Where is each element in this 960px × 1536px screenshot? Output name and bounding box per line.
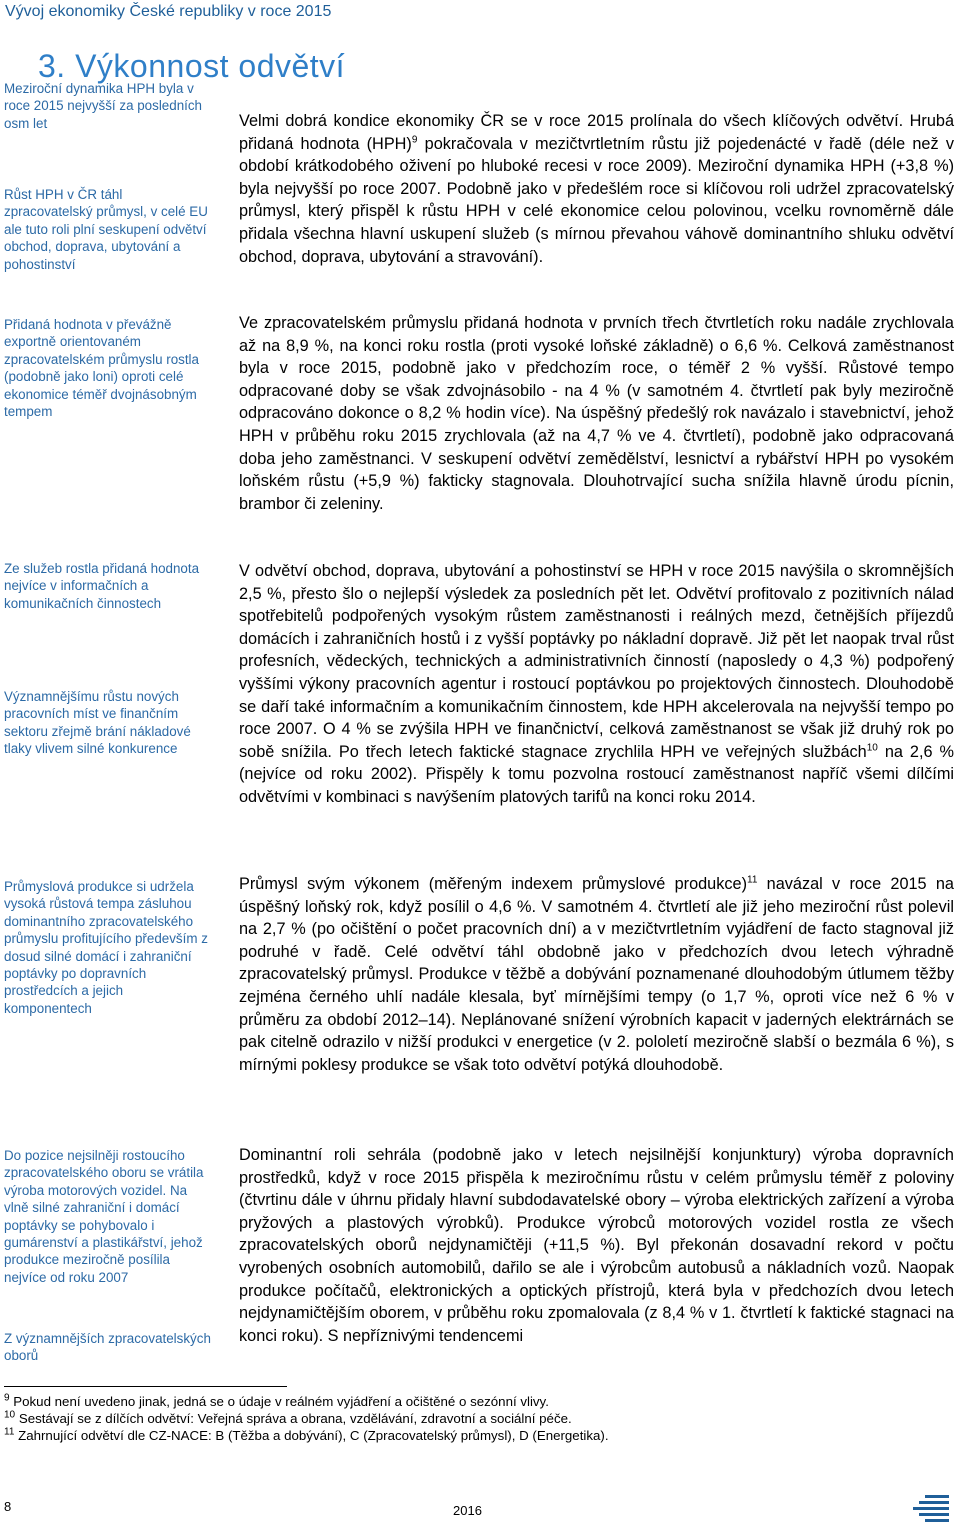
paragraph: Průmysl svým výkonem (měřeným indexem průmyslové produkce)$^{11}$ navázal v roce 2015 na úspěšný loňský rok, když posílil o 4,6 %. V samotném 4. čtvrtletí ale již jeho meziroční růst polevil na 2,7 % (po očištění o počet pracovních dní) a v mezičtvrtletním vyjádření de facto stagnoval již podruhé v řadě. Celé odvětví táhl obdobně jako v předchozích dvou letech výhradně zpracovatelský průmysl. Produkce v těžbě a dobývání poznamenané dlouhodobým útlumem těžby zejména černého uhlí nadále klesala, byť mírnějšími tempy (o 1,7 %, oproti více než 6 % v průměru za období 2012–14). Neplánované snížení výrobních kapacit v jaderných elektrárnách se pak citelně odrazilo v nižší produkci v energetice (v 2. pololetí meziročně slabší o bezmála 6 %), s mírnými poklesy produkce se však toto odvětví potýká dlouhodobě. xyxy=(239,874,954,1074)
brand-logo-icon xyxy=(895,1493,951,1527)
sidenote: Meziroční dynamika HPH byla v roce 2015 nejvyšší za posledních osm let xyxy=(4,81,203,131)
page-number: 8 xyxy=(4,1499,12,1514)
sidenote: Do pozice nejsilněji rostoucího zpracovatelského oboru se vrátila výroba motorových vozidel. Na vlně silné zahraniční i domácí poptávky se pohybovalo i gumárenství a plastikářství, jehož produkce meziročně posílila nejvíce od roku 2007 xyxy=(4,1148,204,1285)
logo-bar xyxy=(925,1495,949,1498)
logo-bar xyxy=(919,1501,949,1504)
footnote: $^{10}$ Sestávají se z dílčích odvětví: Veřejná správa a obrana, vzdělávání, zdravotní a sociální péče. xyxy=(4,1409,572,1426)
logo-bar xyxy=(913,1507,949,1510)
sidenote: Významnějšímu růstu nových pracovních míst ve finančním sektoru zřejmě brání nákladové tlaky vlivem silné konkurence xyxy=(4,689,191,757)
paragraph: Ve zpracovatelském průmyslu přidaná hodnota v prvních třech čtvrtletích roku nadále zrychlovala až na 8,9 %, na konci roku rostla (proti vysoké loňské základně) o 6,6 %. Celková zaměstnanost byla v roce 2015, podobně jako v předchozím roce, o téměř 2 % vyšší. Růstové tempo odpracované doby se však zdvojnásobilo - na 4 % (v samotném 4. čtvrtletí pak byly meziročně odpracováno dokonce o 8,2 % hodin více). Na úspěšný předešlý rok navázalo i stavebnictví, jehož HPH v průběhu roku 2015 zrychlovala (až na 4,7 % ve 4. čtvrtletí), podobně jako odpracovaná doba jeho zaměstnanci. V seskupení odvětví zemědělství, lesnictví a rybářství HPH po vysokém loňském růstu (+5,9 %) fakticky stagnovala. Dlouhotrvající sucha snížila hlavně úrodu pícnin, brambor či zeleniny. xyxy=(239,314,954,513)
footnotes xyxy=(4,1386,954,1444)
sidenote: Průmyslová produkce si udržela vysoká růstová tempa zásluhou dominantního zpracovatelského průmyslu profitujícího především z dosud silné domácí i zahraniční poptávky po dopravních prostředcích a jejich komponentech xyxy=(4,879,208,1016)
footnote-divider xyxy=(4,1386,287,1387)
logo-bar xyxy=(925,1519,949,1522)
section-title: 3. Výkonnost odvětví xyxy=(38,48,346,84)
sidenote: Z významnějších zpracovatelských oborů xyxy=(4,1331,211,1364)
paragraph: Dominantní roli sehrála (podobně jako v letech nejsilnější konjunktury) výroba dopravních prostředků, když v roce 2015 přispěla k meziročnímu růstu v celém průmyslu téměř z poloviny (čtvrtinu dále v úhrnu přidaly hlavní subdodavatelské obory – výroba elektrických zařízení a výroba pryžových a plastových výrobků). Produkce výrobců motorových vozidel rostla ze všech zpracovatelských oborů nejdynamičtěji (+11,5 %). Byl překonán dosavadní rekord v počtu vyrobených osobních automobilů, dařilo se ale i výrobcům autobusů a nákladních vozů. Naopak produkce počítačů, elektronických a optických přístrojů, která byla v předchozích dvou letech nejdynamičtějším oborem, v průběhu roku zpomalovala (z 8,4 % v 1. čtvrtletí k faktické stagnaci na konci roku). S nepříznivými tendencemi xyxy=(239,1146,954,1345)
running-header: Vývoj ekonomiky České republiky v roce 2015 xyxy=(5,3,332,20)
sidenote: Ze služeb rostla přidaná hodnota nejvíce v informačních a komunikačních činnostech xyxy=(4,561,200,611)
footnote: $^{11}$ Zahrnující odvětví dle CZ-NACE: B (Těžba a dobývání), C (Zpracovatelský průmysl), D (Energetika). xyxy=(4,1426,609,1443)
paragraph: Velmi dobrá kondice ekonomiky ČR se v roce 2015 prolínala do všech klíčových odvětví. Hrubá přidaná hodnota (HPH)$^9$ pokračovala v mezičtvrtletním růstu již pojedenácté v řadě (déle než v období krátkodobého oživení po hluboké recesi v roce 2009). Meziroční dynamika HPH (+3,8 %) byla nejvyšší po roce 2007. Podobně jako v předešlém roce si klíčovou roli udržel zpracovatelský průmysl, který přispěl k růstu HPH v celé ekonomice celou polovinou, vcelku rovnoměrně dále přidala všechna hlavní uskupení služeb (s mírnou převahou váhově dominantního shluku odvětví obchod, doprava, ubytování a stravování). xyxy=(239,112,954,266)
logo-bar xyxy=(919,1513,949,1516)
footnote: $^9$ Pokud není uvedeno jinak, jedná se o údaje v reálném vyjádření a očištěné o sezónní vlivy. xyxy=(4,1392,549,1409)
page-year: 2016 xyxy=(453,1503,482,1518)
sidenote: Růst HPH v ČR táhl zpracovatelský průmysl, v celé EU ale tuto roli plní seskupení odvětví obchod, doprava, ubytování a pohostinství xyxy=(4,187,208,272)
sidenote: Přidaná hodnota v převážně exportně orientovaném zpracovatelském průmyslu rostla (podobně jako loni) oproti celé ekonomice téměř dvojnásobným tempem xyxy=(4,317,199,420)
logo-bars xyxy=(913,1495,949,1522)
paragraph: V odvětví obchod, doprava, ubytování a pohostinství se HPH v roce 2015 navýšila o skromnějších 2,5 %, přesto šlo o nejlepší výsledek za posledních pět let. Odvětví profitovalo z pozitivních nálad spotřebitelů podpořených vysokým růstem zaměstnanosti i reálných mezd, četnějších příjezdů domácích i zahraničních hostů i z vyšší poptávky po nákladní dopravě. Již pět let naopak trval růst profesních, vědeckých, technických a administrativních činností (naposledy o 4,3 %) podpořený vyššími výkony pracovních agentur i rostoucí poptávkou po projektových činnostech. Dlouhodobě se daří také informačním a komunikačním činnostem, kde HPH akcelerovala na nejvyšší tempo po roce 2007. O 4 % se zvýšila HPH ve finančnictví, celková zaměstnanost se však již druhý rok po sobě snížila. Po třech letech faktické stagnace zrychlila HPH ve veřejných službách$^{10}$ na 2,6 % (nejvíce od roku 2002). Přispěly k tomu pozvolna rostoucí zaměstnanost napříč všemi dílčími odvětvími v kombinaci s navýšením platových tarifů na konci roku 2014. xyxy=(239,562,954,806)
